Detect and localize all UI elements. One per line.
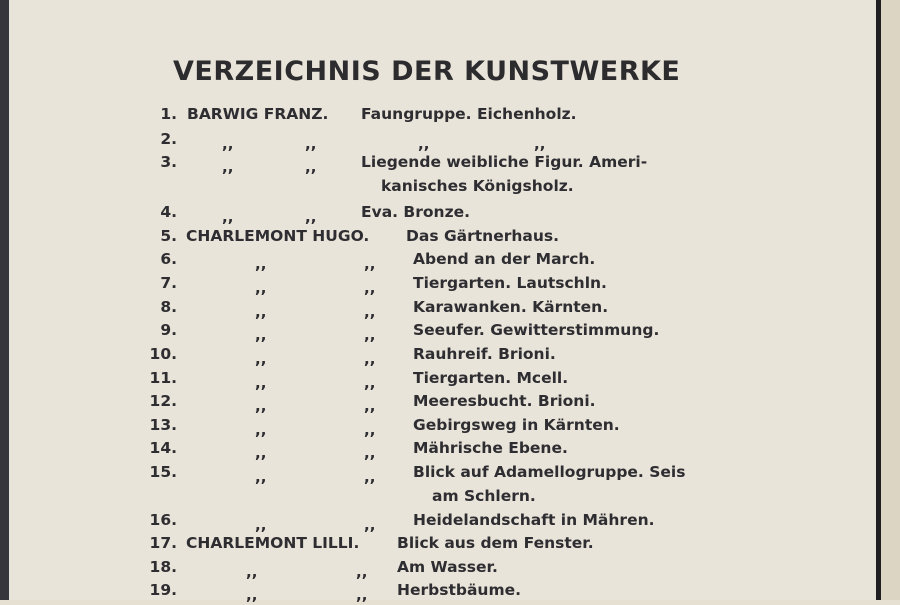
entry-title: Tiergarten. Lautschln. (413, 274, 607, 292)
ditto-mark: ,, (364, 444, 376, 462)
next-page-edge (881, 0, 900, 600)
ditto-mark: ,, (356, 563, 368, 581)
entry-artist: CHARLEMONT LILLI. (186, 534, 360, 552)
ditto-mark: ,, (246, 563, 258, 581)
ditto-mark: ,, (255, 374, 267, 392)
entry-number: 19. (149, 581, 177, 599)
entry-title-cont: am Schlern. (432, 487, 536, 505)
ditto-mark: ,, (364, 279, 376, 297)
entry-number: 3. (160, 153, 177, 171)
entry-number: 5. (160, 227, 177, 245)
ditto-mark: ,, (418, 135, 430, 153)
ditto-mark: ,, (255, 326, 267, 344)
ditto-mark: ,, (255, 444, 267, 462)
entry-title: Seeufer. Gewitterstimmung. (413, 321, 660, 339)
entry-title: Karawanken. Kärnten. (413, 298, 609, 316)
entry-number: 9. (160, 321, 177, 339)
entry-title: Am Wasser. (397, 558, 498, 576)
ditto-mark: ,, (246, 586, 258, 604)
ditto-mark: ,, (305, 158, 317, 176)
ditto-mark: ,, (356, 586, 368, 604)
entry-title: Heidelandschaft in Mähren. (413, 511, 655, 529)
ditto-mark: ,, (255, 421, 267, 439)
entry-title: Tiergarten. Mcell. (413, 369, 569, 387)
ditto-mark: ,, (364, 374, 376, 392)
ditto-mark: ,, (364, 303, 376, 321)
entry-title: Liegende weibliche Figur. Ameri- (361, 153, 648, 171)
ditto-mark: ,, (364, 468, 376, 486)
ditto-mark: ,, (305, 135, 317, 153)
entry-number: 17. (149, 534, 177, 552)
ditto-mark: ,, (364, 326, 376, 344)
entry-number: 16. (149, 511, 177, 529)
ditto-mark: ,, (222, 135, 234, 153)
ditto-mark: ,, (364, 350, 376, 368)
ditto-mark: ,, (364, 421, 376, 439)
ditto-mark: ,, (305, 208, 317, 226)
entry-number: 13. (149, 416, 177, 434)
ditto-mark: ,, (255, 350, 267, 368)
ditto-mark: ,, (222, 158, 234, 176)
ditto-mark: ,, (255, 303, 267, 321)
entry-number: 2. (160, 130, 177, 148)
entry-number: 1. (160, 105, 177, 123)
entry-artist: CHARLEMONT HUGO. (186, 227, 370, 245)
entry-title: Blick aus dem Fenster. (397, 534, 594, 552)
ditto-mark: ,, (364, 397, 376, 415)
entry-number: 12. (149, 392, 177, 410)
entry-number: 15. (149, 463, 177, 481)
entry-number: 11. (149, 369, 177, 387)
entry-number: 18. (149, 558, 177, 576)
entry-title: Mährische Ebene. (413, 439, 568, 457)
entry-title: Faungruppe. Eichenholz. (361, 105, 577, 123)
entry-title: Rauhreif. Brioni. (413, 345, 556, 363)
ditto-mark: ,, (255, 516, 267, 534)
entry-title: ,, (534, 135, 546, 153)
entry-number: 4. (160, 203, 177, 221)
entry-title: Eva. Bronze. (361, 203, 470, 221)
ditto-mark: ,, (255, 255, 267, 273)
document-title: VERZEICHNIS DER KUNSTWERKE (173, 56, 681, 87)
entry-number: 7. (160, 274, 177, 292)
entry-title: Gebirgsweg in Kärnten. (413, 416, 620, 434)
entry-title-cont: kanisches Königsholz. (381, 177, 574, 195)
ditto-mark: ,, (364, 255, 376, 273)
ditto-mark: ,, (364, 516, 376, 534)
entry-number: 10. (149, 345, 177, 363)
ditto-mark: ,, (255, 468, 267, 486)
entry-title: Blick auf Adamellogruppe. Seis (413, 463, 686, 481)
entry-number: 6. (160, 250, 177, 268)
ditto-mark: ,, (222, 208, 234, 226)
entry-number: 8. (160, 298, 177, 316)
ditto-mark: ,, (255, 397, 267, 415)
entry-title: Herbstbäume. (397, 581, 521, 599)
entry-artist: BARWIG FRANZ. (187, 105, 329, 123)
entry-number: 14. (149, 439, 177, 457)
entry-title: Abend an der March. (413, 250, 596, 268)
entry-title: Das Gärtnerhaus. (406, 227, 560, 245)
ditto-mark: ,, (255, 279, 267, 297)
scan-border-left (0, 0, 9, 600)
entry-title: Meeresbucht. Brioni. (413, 392, 596, 410)
